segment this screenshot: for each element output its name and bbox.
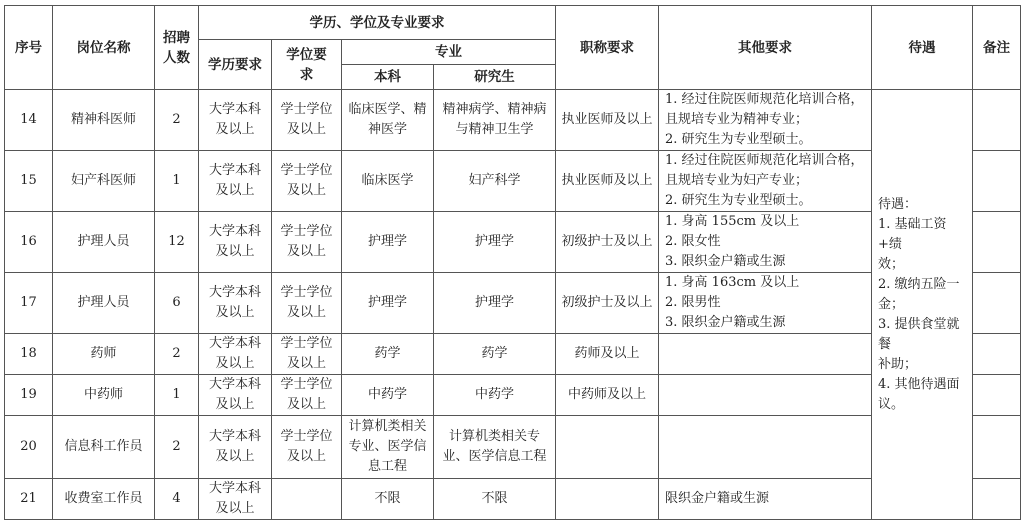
cell-education — [199, 416, 272, 479]
cell-seq: 21 — [5, 479, 53, 520]
cell-grad-major — [434, 375, 556, 416]
header-education-group: 学历、学位及专业要求 — [199, 6, 556, 40]
cell-degree-line: 及以上 — [286, 244, 326, 259]
cell-grad-major-line: 计算机类相关专 — [448, 429, 540, 444]
cell-benefits-line: 效； — [878, 256, 905, 272]
cell-grad-major — [434, 151, 556, 212]
cell-degree-line: 及以上 — [286, 305, 326, 320]
cell-position: 中药师 — [53, 375, 155, 416]
cell-count: 2 — [155, 90, 199, 151]
cell-title-req: 初级护士及以上 — [556, 212, 659, 273]
cell-degree — [272, 151, 342, 212]
cell-degree-line: 及以上 — [286, 397, 326, 412]
header-recruit-count — [155, 6, 199, 90]
cell-benefits-line: 3. 提供食堂就餐 — [878, 316, 960, 352]
cell-grad-major-line: 妇产科学 — [468, 173, 521, 188]
cell-education — [199, 151, 272, 212]
cell-education-line: 及以上 — [215, 305, 255, 320]
cell-undergrad-major-line: 不限 — [374, 491, 401, 506]
cell-degree-line: 学士学位 — [280, 224, 333, 239]
cell-title-req: 执业医师及以上 — [556, 90, 659, 151]
header-recruit-line: 人数 — [163, 49, 190, 66]
cell-education-line: 及以上 — [215, 449, 255, 464]
cell-education-line: 大学本科 — [208, 102, 261, 117]
cell-other-req — [659, 90, 872, 151]
cell-other-req — [659, 151, 872, 212]
cell-other-req-line: 1. 身高 155cm 及以上 — [665, 214, 800, 229]
cell-other-req-line: 2. 限女性 — [665, 234, 721, 249]
cell-benefits-line: 补助； — [878, 356, 918, 372]
cell-benefits-line: 1. 基础工资+绩 — [878, 216, 947, 252]
cell-undergrad-major — [342, 416, 434, 479]
header-undergrad: 本科 — [342, 65, 434, 90]
cell-remarks — [973, 212, 1021, 273]
cell-degree-line: 学士学位 — [280, 429, 333, 444]
cell-other-req-line: 3. 限织金户籍或生源 — [665, 315, 786, 330]
header-title-req: 职称要求 — [556, 6, 659, 90]
cell-education — [199, 212, 272, 273]
cell-other-req — [659, 375, 872, 416]
cell-other-req-line: 1. 经过住院医师规范化培训合格， — [665, 92, 864, 107]
cell-education-line: 及以上 — [215, 356, 255, 371]
recruitment-table — [4, 5, 1021, 520]
cell-education-line: 及以上 — [215, 122, 255, 137]
cell-degree — [272, 416, 342, 479]
cell-degree-line: 学士学位 — [280, 163, 333, 178]
cell-education — [199, 273, 272, 334]
header-remarks: 备注 — [973, 6, 1021, 90]
cell-undergrad-major-line: 临床医学、精 — [348, 102, 427, 117]
cell-other-req-line: 3. 限织金户籍或生源 — [665, 254, 786, 269]
header-position: 岗位名称 — [53, 6, 155, 90]
cell-remarks — [973, 416, 1021, 479]
cell-remarks — [973, 375, 1021, 416]
cell-benefits-line: 待遇： — [878, 196, 918, 212]
cell-position: 药师 — [53, 334, 155, 375]
cell-other-req-line: 且规培专业为妇产专业； — [665, 173, 809, 188]
cell-degree — [272, 375, 342, 416]
header-degree — [272, 40, 342, 90]
cell-grad-major — [434, 334, 556, 375]
cell-grad-major — [434, 90, 556, 151]
cell-count: 2 — [155, 416, 199, 479]
cell-position: 收费室工作员 — [53, 479, 155, 520]
cell-count: 4 — [155, 479, 199, 520]
cell-degree — [272, 212, 342, 273]
cell-education — [199, 334, 272, 375]
header-recruit-line: 招聘 — [163, 29, 190, 46]
cell-remarks — [973, 90, 1021, 151]
cell-education — [199, 90, 272, 151]
cell-grad-major — [434, 212, 556, 273]
cell-undergrad-major-line: 息工程 — [367, 459, 407, 474]
cell-other-req — [659, 273, 872, 334]
cell-title-req: 药师及以上 — [556, 334, 659, 375]
cell-education-line: 及以上 — [215, 183, 255, 198]
header-benefits: 待遇 — [872, 6, 973, 90]
cell-undergrad-major — [342, 90, 434, 151]
table-row — [5, 416, 1021, 479]
cell-remarks — [973, 334, 1021, 375]
cell-grad-major-line: 不限 — [481, 491, 508, 506]
cell-degree — [272, 273, 342, 334]
cell-count: 6 — [155, 273, 199, 334]
cell-grad-major — [434, 479, 556, 520]
cell-title-req: 中药师及以上 — [556, 375, 659, 416]
cell-seq: 17 — [5, 273, 53, 334]
cell-grad-major-line: 与精神卫生学 — [455, 122, 534, 137]
cell-position: 护理人员 — [53, 212, 155, 273]
cell-education-line: 大学本科 — [208, 429, 261, 444]
cell-other-req — [659, 334, 872, 375]
cell-grad-major-line: 护理学 — [474, 234, 514, 249]
cell-grad-major — [434, 416, 556, 479]
cell-education-line: 大学本科 — [208, 481, 261, 496]
cell-education-line: 大学本科 — [208, 336, 261, 351]
cell-other-req-line: 2. 研究生为专业型硕士。 — [665, 193, 812, 208]
cell-position: 护理人员 — [53, 273, 155, 334]
cell-undergrad-major-line: 药学 — [374, 346, 401, 361]
cell-remarks — [973, 151, 1021, 212]
header-grad: 研究生 — [434, 65, 556, 90]
cell-undergrad-major — [342, 151, 434, 212]
table-row — [5, 212, 1021, 273]
cell-benefits-line: 议。 — [878, 396, 905, 412]
cell-degree-line: 及以上 — [286, 449, 326, 464]
cell-degree-line: 及以上 — [286, 183, 326, 198]
cell-education-line: 大学本科 — [208, 285, 261, 300]
cell-other-req — [659, 212, 872, 273]
cell-title-req — [556, 479, 659, 520]
cell-degree-line: 学士学位 — [280, 377, 333, 392]
cell-education — [199, 375, 272, 416]
cell-title-req: 初级护士及以上 — [556, 273, 659, 334]
cell-undergrad-major-line: 专业、医学信 — [348, 439, 427, 454]
cell-other-req-line: 1. 经过住院医师规范化培训合格， — [665, 153, 864, 168]
table-body — [5, 90, 1021, 520]
cell-undergrad-major — [342, 212, 434, 273]
header-major: 专业 — [342, 40, 556, 65]
cell-seq: 18 — [5, 334, 53, 375]
table-row — [5, 273, 1021, 334]
cell-grad-major-line: 护理学 — [474, 295, 514, 310]
table-row — [5, 479, 1021, 520]
cell-other-req-line: 2. 限男性 — [665, 295, 721, 310]
cell-degree-line: 及以上 — [286, 122, 326, 137]
header-other-req: 其他要求 — [659, 6, 872, 90]
header-degree-line: 学位要 — [286, 46, 327, 63]
cell-undergrad-major — [342, 479, 434, 520]
cell-benefits-line: 4. 其他待遇面 — [878, 376, 960, 392]
cell-other-req-line: 2. 研究生为专业型硕士。 — [665, 132, 812, 147]
cell-undergrad-major-line: 临床医学 — [361, 173, 414, 188]
cell-count: 1 — [155, 151, 199, 212]
cell-position: 妇产科医师 — [53, 151, 155, 212]
cell-undergrad-major — [342, 375, 434, 416]
cell-education — [199, 479, 272, 520]
header-seq: 序号 — [5, 6, 53, 90]
cell-degree — [272, 479, 342, 520]
table-row — [5, 334, 1021, 375]
cell-remarks — [973, 273, 1021, 334]
cell-seq: 19 — [5, 375, 53, 416]
cell-undergrad-major-line: 护理学 — [367, 234, 407, 249]
cell-undergrad-major-line: 护理学 — [367, 295, 407, 310]
cell-title-req: 执业医师及以上 — [556, 151, 659, 212]
cell-degree-line: 学士学位 — [280, 102, 333, 117]
cell-seq: 16 — [5, 212, 53, 273]
cell-benefits-line: 金； — [878, 296, 905, 312]
cell-education-line: 及以上 — [215, 244, 255, 259]
cell-benefits-line: 2. 缴纳五险一 — [878, 276, 960, 292]
table-row — [5, 90, 1021, 151]
cell-undergrad-major-line: 神医学 — [367, 122, 407, 137]
cell-seq: 14 — [5, 90, 53, 151]
cell-education-line: 大学本科 — [208, 224, 261, 239]
table-row — [5, 375, 1021, 416]
recruitment-table-container — [4, 5, 1021, 520]
cell-title-req — [556, 416, 659, 479]
cell-benefits — [872, 90, 973, 520]
cell-other-req — [659, 416, 872, 479]
cell-education-line: 及以上 — [215, 397, 255, 412]
cell-grad-major-line: 业、医学信息工程 — [442, 449, 547, 464]
header-education: 学历要求 — [199, 40, 272, 90]
cell-degree — [272, 90, 342, 151]
cell-undergrad-major — [342, 334, 434, 375]
cell-education-line: 大学本科 — [208, 163, 261, 178]
cell-other-req — [659, 479, 872, 520]
cell-remarks — [973, 479, 1021, 520]
cell-other-req-line: 1. 身高 163cm 及以上 — [665, 275, 800, 290]
cell-grad-major-line: 中药学 — [474, 387, 514, 402]
cell-other-req-line: 限织金户籍或生源 — [665, 491, 770, 506]
cell-undergrad-major — [342, 273, 434, 334]
header-degree-line: 求 — [299, 66, 314, 83]
cell-grad-major-line: 药学 — [481, 346, 508, 361]
cell-seq: 20 — [5, 416, 53, 479]
cell-degree — [272, 334, 342, 375]
cell-degree-line: 学士学位 — [280, 285, 333, 300]
cell-education-line: 及以上 — [215, 501, 255, 516]
cell-count: 12 — [155, 212, 199, 273]
cell-seq: 15 — [5, 151, 53, 212]
cell-count: 2 — [155, 334, 199, 375]
cell-grad-major-line: 精神病学、精神病 — [442, 102, 547, 117]
table-row — [5, 151, 1021, 212]
cell-grad-major — [434, 273, 556, 334]
cell-other-req-line: 且规培专业为精神专业； — [665, 112, 809, 127]
cell-position: 精神科医师 — [53, 90, 155, 151]
cell-undergrad-major-line: 中药学 — [367, 387, 407, 402]
cell-degree-line: 及以上 — [286, 356, 326, 371]
cell-count: 1 — [155, 375, 199, 416]
cell-undergrad-major-line: 计算机类相关 — [348, 419, 427, 434]
cell-degree-line: 学士学位 — [280, 336, 333, 351]
cell-position: 信息科工作员 — [53, 416, 155, 479]
cell-education-line: 大学本科 — [208, 377, 261, 392]
